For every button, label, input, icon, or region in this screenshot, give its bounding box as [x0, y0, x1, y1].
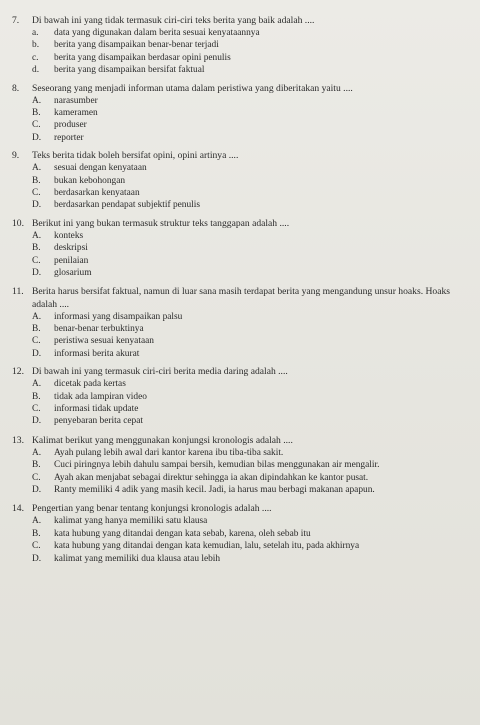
question-stem	[12, 434, 466, 447]
answer-option[interactable]	[32, 459, 466, 471]
option-letter: d.	[32, 65, 40, 76]
question-stem	[12, 82, 466, 95]
option-letter: B.	[32, 243, 41, 254]
option-letter: B.	[32, 175, 41, 186]
option-text: Cuci piringnya lebih dahulu sampai bersih, kemudian bilas menggunakan air mengalir.	[54, 460, 380, 471]
option-letter: C.	[32, 336, 41, 347]
question-8	[12, 82, 466, 145]
option-text: benar-benar terbuktinya	[54, 323, 144, 334]
option-text: berita yang disampaikan bersifat faktual	[54, 65, 205, 76]
option-text: Ayah pulang lebih awal dari kantor karena ibu tiba-tiba sakit.	[54, 447, 284, 458]
answer-option[interactable]	[32, 515, 466, 527]
answer-option[interactable]	[32, 472, 466, 484]
question-number: 11.	[12, 285, 24, 297]
option-text: informasi berita akurat	[54, 348, 140, 359]
option-letter: A.	[32, 379, 42, 390]
question-text: Seseorang yang menjadi informan utama dalam peristiwa yang diberitakan yaitu ....	[32, 82, 353, 94]
question-number: 7.	[12, 15, 20, 26]
question-text: Teks berita tidak boleh bersifat opini, opini artinya ....	[32, 150, 239, 162]
question-text: Di bawah ini yang termasuk ciri-ciri berita media daring adalah ....	[32, 366, 288, 378]
answer-option[interactable]	[32, 255, 466, 267]
option-letter: a.	[32, 28, 39, 38]
option-text: reporter	[54, 132, 84, 143]
option-letter: D.	[32, 348, 42, 359]
question-text: Di bawah ini yang tidak termasuk ciri-ciri teks berita yang baik adalah ....	[32, 15, 315, 26]
option-letter: B.	[32, 323, 41, 334]
option-letter: C.	[32, 403, 41, 414]
answer-option[interactable]	[32, 64, 466, 76]
answer-option[interactable]	[32, 132, 466, 144]
option-letter: C.	[32, 472, 41, 483]
option-list	[12, 311, 466, 361]
question-stem	[12, 14, 466, 27]
answer-option[interactable]	[32, 119, 466, 131]
option-text: peristiwa sesuai kenyataan	[54, 336, 154, 347]
option-text: kalimat yang memiliki dua klausa atau lebih	[54, 553, 221, 564]
question-14	[12, 502, 466, 565]
option-letter: B.	[32, 391, 41, 402]
option-letter: D.	[32, 132, 42, 143]
question-12	[12, 365, 466, 428]
answer-option[interactable]	[32, 391, 466, 403]
answer-option[interactable]	[32, 553, 466, 565]
option-text: bukan kebohongan	[54, 175, 126, 186]
question-text: Berikut ini yang bukan termasuk struktur teks tanggapan adalah ....	[32, 217, 290, 229]
option-text: berita yang disampaikan berdasar opini penulis	[54, 52, 231, 63]
option-text: kata hubung yang ditandai dengan kata sebab, karena, oleh sebab itu	[54, 528, 311, 539]
question-11	[12, 285, 466, 361]
option-letter: A.	[32, 516, 42, 527]
option-list	[12, 162, 466, 212]
option-letter: C.	[32, 188, 41, 199]
option-text: informasi yang disampaikan palsu	[54, 311, 183, 322]
question-text: Berita harus bersifat faktual, namun di luar sana masih terdapat berita yang mengandung unsur hoaks. Hoaks adalah ....	[32, 285, 451, 310]
option-letter: D.	[32, 484, 42, 495]
option-text: kameramen	[54, 108, 98, 119]
answer-option[interactable]	[32, 230, 466, 242]
option-text: dicetak pada kertas	[54, 379, 126, 390]
option-letter: B.	[32, 528, 41, 539]
option-text: berdasarkan pendapat subjektif penulis	[54, 200, 201, 211]
answer-option[interactable]	[32, 311, 466, 323]
option-text: konteks	[54, 230, 84, 241]
question-number: 8.	[12, 82, 20, 94]
question-stem	[12, 502, 466, 515]
option-letter: A.	[32, 230, 42, 241]
option-text: data yang digunakan dalam berita sesuai kenyataannya	[54, 28, 260, 38]
answer-option[interactable]	[32, 348, 466, 360]
answer-option[interactable]	[32, 540, 466, 552]
option-list	[12, 95, 466, 145]
answer-option[interactable]	[32, 335, 466, 347]
option-text: glosarium	[54, 268, 92, 279]
option-text: Ayah akan menjabat sebagai direktur sehingga ia akan dipindahkan ke kantor pusat.	[54, 472, 369, 483]
answer-option[interactable]	[32, 378, 466, 390]
question-number: 12.	[12, 366, 24, 378]
option-text: penilaian	[54, 255, 89, 266]
option-letter: D.	[32, 553, 42, 564]
answer-option[interactable]	[32, 528, 466, 540]
option-letter: D.	[32, 200, 42, 211]
answer-option[interactable]	[32, 27, 466, 39]
question-number: 9.	[12, 150, 20, 162]
option-letter: A.	[32, 447, 42, 458]
question-number: 14.	[12, 503, 24, 515]
option-text: kata hubung yang ditandai dengan kata kemudian, lalu, setelah itu, pada akhirnya	[54, 541, 360, 552]
option-text: berita yang disampaikan benar-benar terjadi	[54, 40, 219, 51]
question-text: Kalimat berikut yang menggunakan konjungsi kronologis adalah ....	[32, 434, 293, 446]
option-letter: b.	[32, 40, 40, 51]
option-letter: c.	[32, 52, 39, 63]
answer-option[interactable]	[32, 175, 466, 187]
answer-option[interactable]	[32, 39, 466, 51]
question-9	[12, 149, 466, 212]
option-list	[12, 230, 466, 280]
question-7	[12, 14, 466, 77]
option-text: kalimat yang hanya memiliki satu klausa	[54, 516, 208, 527]
option-letter: D.	[32, 268, 42, 279]
question-text: Pengertian yang benar tentang konjungsi kronologis adalah ....	[32, 503, 272, 515]
option-text: penyebaran berita cepat	[54, 416, 144, 427]
question-stem	[12, 149, 466, 162]
question-number: 13.	[12, 434, 24, 446]
option-letter: C.	[32, 541, 41, 552]
answer-option[interactable]	[32, 162, 466, 174]
answer-option[interactable]	[32, 447, 466, 459]
answer-option[interactable]	[32, 323, 466, 335]
answer-option[interactable]	[32, 95, 466, 107]
option-text: produser	[54, 120, 87, 131]
option-list	[12, 447, 466, 497]
answer-option[interactable]	[32, 242, 466, 254]
option-letter: A.	[32, 95, 42, 106]
question-number: 10.	[12, 217, 24, 229]
question-stem	[12, 217, 466, 230]
answer-option[interactable]	[32, 107, 466, 119]
answer-option[interactable]	[32, 403, 466, 415]
option-letter: C.	[32, 120, 41, 131]
option-text: narasumber	[54, 95, 98, 106]
option-list	[12, 27, 466, 77]
question-stem	[12, 285, 466, 311]
answer-option[interactable]	[32, 52, 466, 64]
option-list	[12, 378, 466, 428]
answer-option[interactable]	[32, 267, 466, 279]
option-text: berdasarkan kenyataan	[54, 188, 140, 199]
option-letter: A.	[32, 311, 42, 322]
option-letter: D.	[32, 416, 42, 427]
option-text: informasi tidak update	[54, 403, 139, 414]
option-text: sesuai dengan kenyataan	[54, 163, 147, 174]
question-13	[12, 434, 466, 497]
option-list	[12, 515, 466, 565]
question-10	[12, 217, 466, 280]
option-letter: A.	[32, 163, 42, 174]
answer-option[interactable]	[32, 187, 466, 199]
option-text: deskripsi	[54, 243, 88, 254]
option-letter: B.	[32, 108, 41, 119]
option-letter: B.	[32, 460, 41, 471]
option-text: tidak ada lampiran video	[54, 391, 147, 402]
option-text: Ranty memiliki 4 adik yang masih kecil. Jadi, ia harus mau berbagi makanan apapun.	[54, 484, 375, 495]
answer-option[interactable]	[32, 415, 466, 427]
question-stem	[12, 365, 466, 378]
option-letter: C.	[32, 255, 41, 266]
answer-option[interactable]	[32, 199, 466, 211]
answer-option[interactable]	[32, 484, 466, 496]
